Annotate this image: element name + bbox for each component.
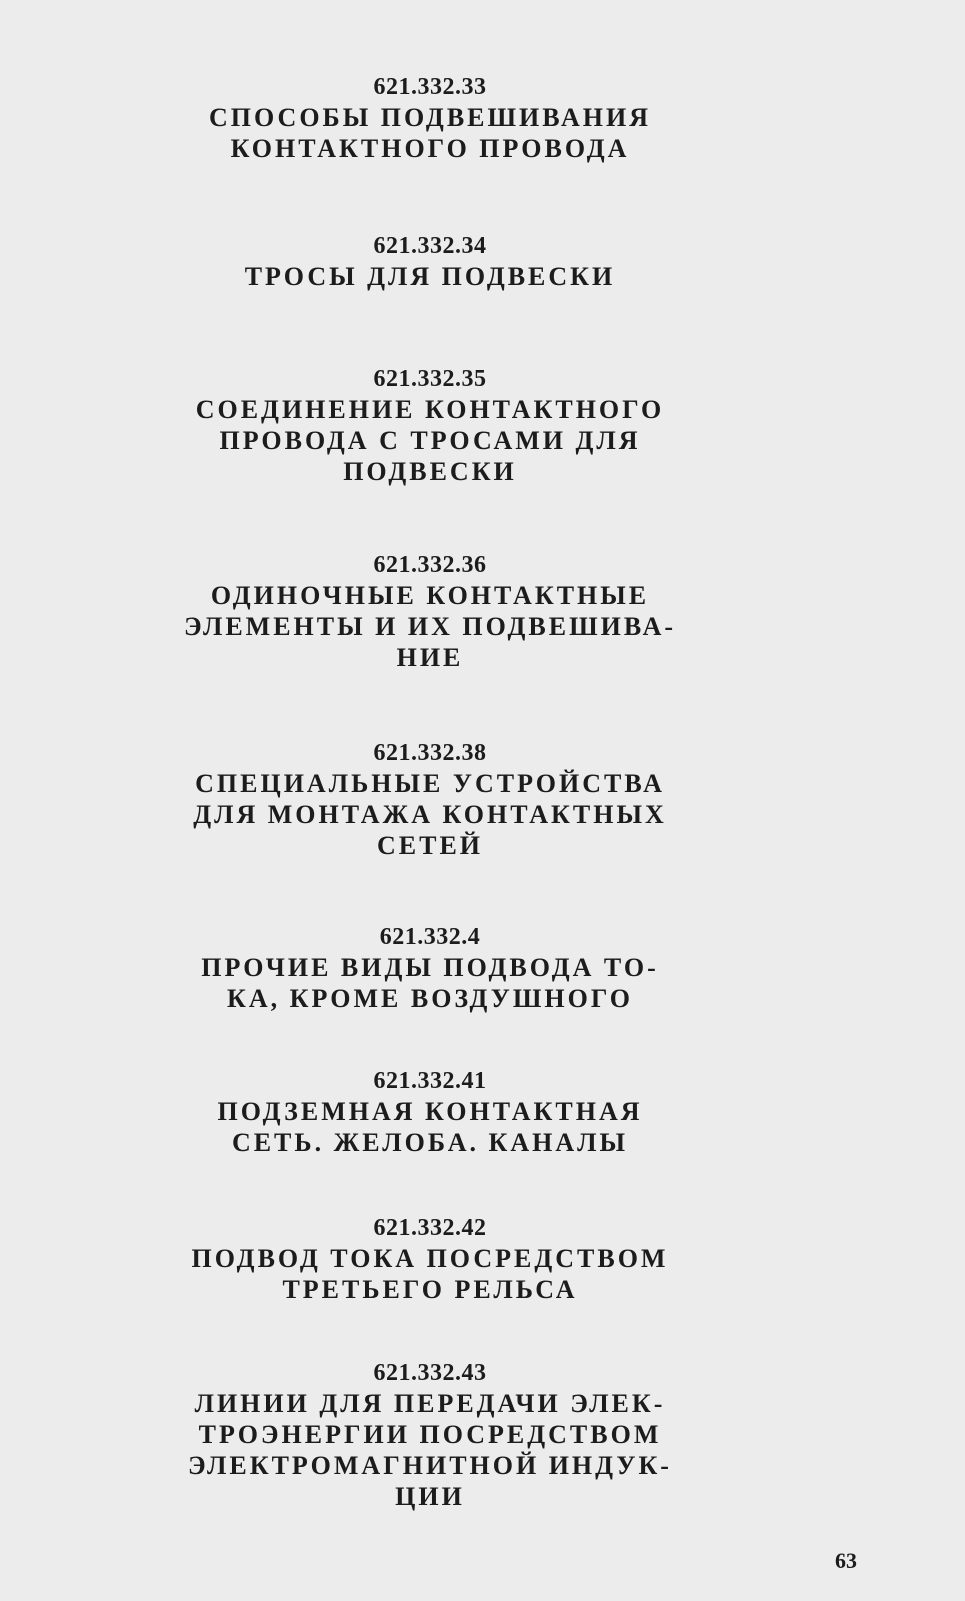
section-title-line: ТРОЭНЕРГИИ ПОСРЕДСТВОМ [198,1420,662,1449]
section-title-line: ПРОЧИЕ ВИДЫ ПОДВОДА ТО- [201,953,659,982]
section-entry [150,1213,710,1305]
section-title-line: ЭЛЕКТРОМАГНИТНОЙ ИНДУК- [188,1451,672,1480]
section-title-line: ОДИНОЧНЫЕ КОНТАКТНЫЕ [210,581,650,610]
section-title-line: КА, КРОМЕ ВОЗДУШНОГО [227,984,633,1013]
section-code: 621.332.4 [379,924,481,950]
section-title-line: НИЕ [396,643,464,672]
section-title-line: СЕТЕЙ [376,831,484,860]
section-title-line: СПОСОБЫ ПОДВЕШИВАНИЯ [209,103,651,132]
section-entry [150,72,710,164]
section-title-line: СОЕДИНЕНИЕ КОНТАКТНОГО [195,395,665,424]
section-entry [150,364,710,487]
section-title-line: ДЛЯ МОНТАЖА КОНТАКТНЫХ [193,800,667,829]
section-title-line: ЛИНИИ ДЛЯ ПЕРЕДАЧИ ЭЛЕК- [194,1389,666,1418]
section-code: 621.332.42 [373,1215,487,1241]
section-entry [150,738,710,861]
page-number: 63 [835,1548,857,1573]
section-code: 621.332.35 [373,366,487,392]
section-entry [150,231,710,292]
section-title-line: ТРОСЫ ДЛЯ ПОДВЕСКИ [244,262,616,291]
section-title-line: КОНТАКТНОГО ПРОВОДА [230,134,630,163]
section-title-line: СЕТЬ. ЖЕЛОБА. КАНАЛЫ [231,1128,629,1157]
section-code: 621.332.43 [373,1360,487,1386]
section-entry [150,922,710,1014]
section-title-line: ЦИИ [395,1482,465,1511]
section-title-line: СПЕЦИАЛЬНЫЕ УСТРОЙСТВА [195,769,665,798]
section-code: 621.332.36 [373,552,487,578]
section-code: 621.332.38 [373,740,487,766]
section-entry [150,1066,710,1158]
section-entry [150,550,710,673]
section-title-line: ЭЛЕМЕНТЫ И ИХ ПОДВЕШИВА- [183,612,677,641]
section-title-line: ПРОВОДА С ТРОСАМИ ДЛЯ [219,426,641,455]
section-title-line: ТРЕТЬЕГО РЕЛЬСА [282,1275,578,1304]
section-title-line: ПОДВОД ТОКА ПОСРЕДСТВОМ [191,1244,669,1273]
section-title-line: ПОДВЕСКИ [343,457,517,486]
section-code: 621.332.33 [373,74,487,100]
section-entry [150,1358,710,1512]
section-code: 621.332.41 [373,1068,487,1094]
section-title-line: ПОДЗЕМНАЯ КОНТАКТНАЯ [217,1097,643,1126]
section-code: 621.332.34 [373,233,487,259]
